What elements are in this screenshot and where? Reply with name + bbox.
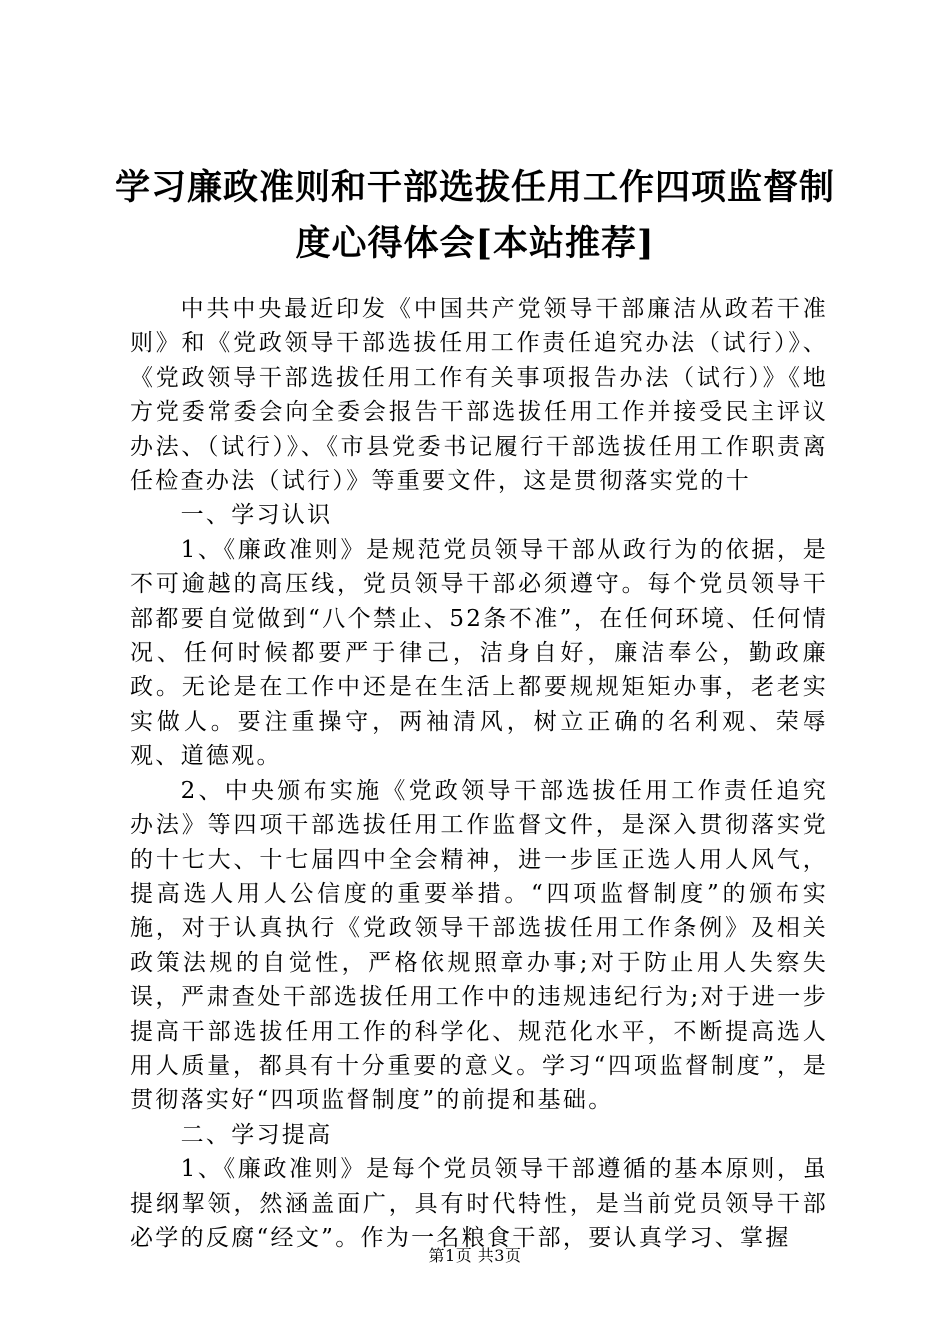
page-number-footer: 第1页 共3页: [428, 1246, 522, 1265]
paragraph-intro: 中共中央最近印发《中国共产党领导干部廉洁从政若干准则》和《党政领导干部选拔任用工作责任追究办法（试行）》、《党政领导干部选拔任用工作有关事项报告办法（试行）》《地方党委常委会向全委会报告干部选拔任用工作并接受民主评议办法、（试行）》、《市县党委书记履行干部选拔任用工作职责离任检查办法（试行）》等重要文件，这是贯彻落实党的十: [130, 296, 828, 495]
paragraph-2-1: 1、《廉政准则》是每个党员领导干部遵循的基本原则，虽提纲挈领，然涵盖面广，具有时代特性，是当前党员领导干部必学的反腐“经文”。作为一名粮食干部，要认真学习、掌握: [130, 1156, 828, 1251]
document-body: [130, 292, 828, 1255]
paragraph-1-1: 1、《廉政准则》是规范党员领导干部从政行为的依据，是不可逾越的高压线，党员领导干部必须遵守。每个党员领导干部都要自觉做到“八个禁止、52条不准”，在任何环境、任何情况、任何时候都要严于律己，洁身自好，廉洁奉公，勤政廉政。无论是在工作中还是在生活上都要规规矩矩办事，老老实实做人。要注重操守，两袖清风，树立正确的名利观、荣辱观、道德观。: [130, 536, 828, 770]
section-heading-2: 二、学习提高: [180, 1121, 333, 1148]
paragraph-1-2: 2、中央颁布实施《党政领导干部选拔任用工作责任追究办法》等四项干部选拔任用工作监督文件，是深入贯彻落实党的十七大、十七届四中全会精神，进一步匡正选人用人风气，提高选人用人公信度的重要举措。“四项监督制度”的颁布实施，对于认真执行《党政领导干部选拔任用工作条例》及相关政策法规的自觉性，严格依规照章办事;对于防止用人失察失误，严肃查处干部选拔任用工作中的违规违纪行为;对于进一步提高干部选拔任用工作的科学化、规范化水平，不断提高选人用人质量，都具有十分重要的意义。学习“四项监督制度”，是贯彻落实好“四项监督制度”的前提和基础。: [130, 777, 828, 1114]
document-title: 学习廉政准则和干部选拔任用工作四项监督制度心得体会[本站推荐]: [114, 167, 835, 264]
section-heading-1: 一、学习认识: [180, 502, 333, 529]
